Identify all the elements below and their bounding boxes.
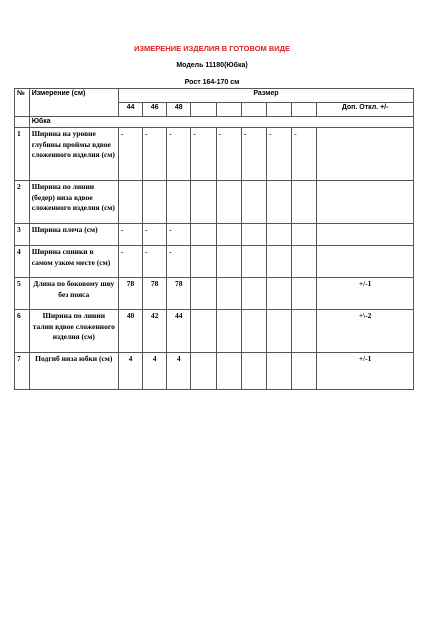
row-value: [143, 181, 167, 224]
row-value: -: [118, 128, 142, 181]
row-value: 4: [167, 353, 191, 390]
size-empty: [216, 103, 241, 117]
row-value: [216, 224, 241, 246]
row-value: [216, 181, 241, 224]
row-value: -: [167, 128, 191, 181]
section-label: Юбка: [29, 117, 413, 128]
row-number: 1: [15, 128, 30, 181]
size-empty: [241, 103, 266, 117]
row-value: [292, 353, 317, 390]
row-value: [292, 181, 317, 224]
header-no: №: [15, 89, 30, 117]
row-value: [241, 224, 266, 246]
row-value: [241, 278, 266, 310]
row-tolerance: [317, 224, 414, 246]
row-value: [266, 310, 291, 353]
row-tolerance: +\-2: [317, 310, 414, 353]
row-value: 40: [118, 310, 142, 353]
row-value: -: [266, 128, 291, 181]
size-empty: [191, 103, 216, 117]
row-value: 78: [118, 278, 142, 310]
row-value: -: [143, 246, 167, 278]
header-measure: Измерение (см): [29, 89, 118, 117]
row-label: Ширина по линии талии вдвое сложенного изделия (см): [29, 310, 118, 353]
table-row: [15, 128, 414, 181]
model-label: Модель 11180(Юбка): [176, 62, 248, 69]
row-value: [266, 246, 291, 278]
row-value: -: [167, 224, 191, 246]
row-value: [241, 310, 266, 353]
row-number: 6: [15, 310, 30, 353]
row-label: Подгиб низа юбки (см): [29, 353, 118, 390]
row-value: [292, 278, 317, 310]
row-value: [292, 224, 317, 246]
row-value: [216, 278, 241, 310]
table-row: [15, 224, 414, 246]
row-value: -: [241, 128, 266, 181]
row-value: 44: [167, 310, 191, 353]
header-size: Размер: [118, 89, 413, 103]
row-value: [191, 278, 216, 310]
row-label: Ширина на уровне глубины проймы вдвое сложенного изделия (см): [29, 128, 118, 181]
row-value: -: [216, 128, 241, 181]
row-label: Ширина по линии (бедер) низа вдвое сложенного изделия (см): [29, 181, 118, 224]
row-value: [241, 181, 266, 224]
row-tolerance: [317, 128, 414, 181]
size-48: 48: [167, 103, 191, 117]
table-row: [15, 246, 414, 278]
row-value: [216, 353, 241, 390]
header-tolerance: Доп. Откл. +/-: [317, 103, 414, 117]
row-value: -: [191, 128, 216, 181]
row-value: [191, 224, 216, 246]
row-value: -: [118, 224, 142, 246]
document-title: ИЗМЕРЕНИЕ ИЗДЕЛИЯ В ГОТОВОМ ВИДЕ: [133, 44, 291, 53]
row-value: -: [143, 224, 167, 246]
row-value: [266, 181, 291, 224]
table-row: [15, 278, 414, 310]
table-row: [15, 353, 414, 390]
row-value: [167, 181, 191, 224]
row-value: -: [143, 128, 167, 181]
row-value: 4: [118, 353, 142, 390]
row-value: [191, 353, 216, 390]
row-value: [241, 246, 266, 278]
measurement-table: [14, 88, 414, 390]
row-value: [216, 310, 241, 353]
row-value: 42: [143, 310, 167, 353]
row-value: [191, 310, 216, 353]
size-empty: [266, 103, 291, 117]
size-44: 44: [118, 103, 142, 117]
row-value: [118, 181, 142, 224]
row-value: [191, 181, 216, 224]
row-number: 4: [15, 246, 30, 278]
row-label: Ширина плеча (см): [29, 224, 118, 246]
row-value: -: [167, 246, 191, 278]
row-value: [266, 278, 291, 310]
row-number: 3: [15, 224, 30, 246]
section-row: [15, 117, 414, 128]
height-label: Рост 164-170 см: [184, 79, 240, 86]
row-value: [266, 224, 291, 246]
row-tolerance: [317, 246, 414, 278]
section-spacer: [15, 117, 30, 128]
header-row: [15, 89, 414, 103]
row-value: [292, 310, 317, 353]
row-value: [216, 246, 241, 278]
row-tolerance: +/-1: [317, 353, 414, 390]
size-empty: [292, 103, 317, 117]
row-value: [292, 246, 317, 278]
row-label: Ширина спинки в самом узком месте (см): [29, 246, 118, 278]
row-value: 78: [167, 278, 191, 310]
row-value: -: [292, 128, 317, 181]
row-value: [266, 353, 291, 390]
size-46: 46: [143, 103, 167, 117]
row-value: [241, 353, 266, 390]
row-label: Длина по боковому шву без пояса: [29, 278, 118, 310]
row-number: 2: [15, 181, 30, 224]
row-value: 78: [143, 278, 167, 310]
row-number: 7: [15, 353, 30, 390]
row-number: 5: [15, 278, 30, 310]
row-tolerance: +/-1: [317, 278, 414, 310]
table-row: [15, 310, 414, 353]
row-tolerance: [317, 181, 414, 224]
row-value: -: [118, 246, 142, 278]
row-value: [191, 246, 216, 278]
row-value: 4: [143, 353, 167, 390]
table-row: [15, 181, 414, 224]
